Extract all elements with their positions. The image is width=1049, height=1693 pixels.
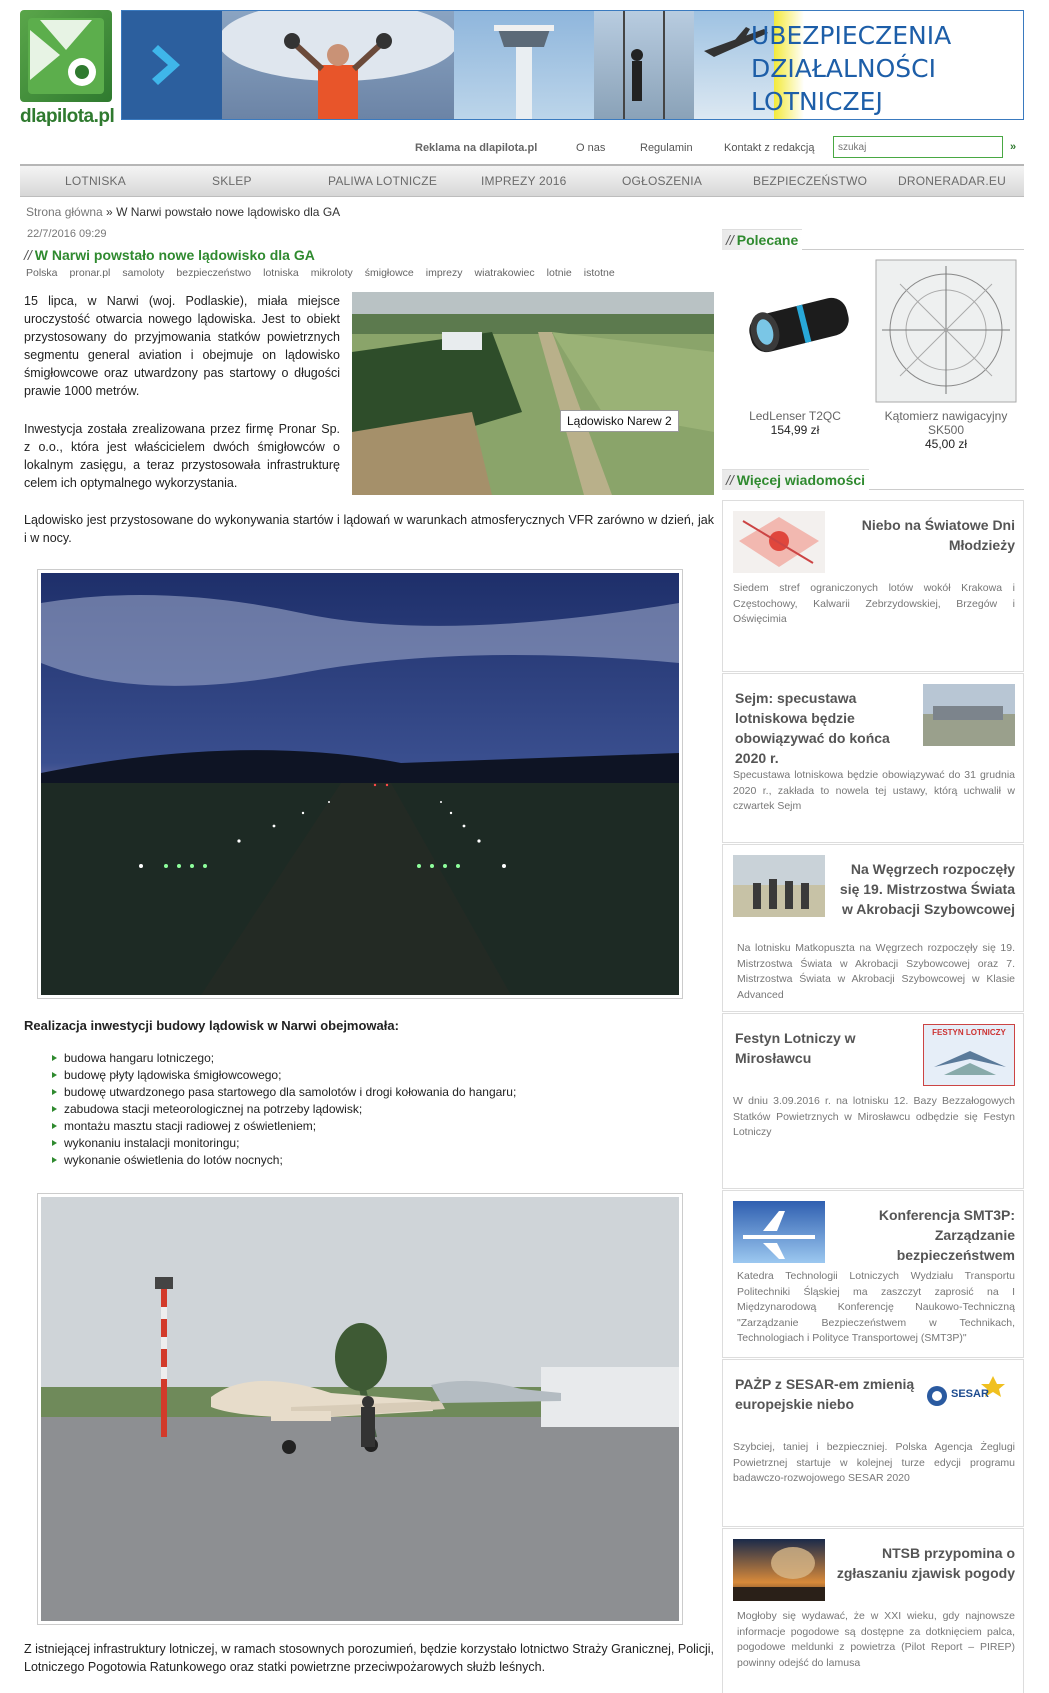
list-item: wykonaniu instalacji monitoringu;	[50, 1135, 516, 1152]
article-paragraph-2: Inwestycja została zrealizowana przez firmę Pronar Sp. z o.o., która jest właścicielem dwóch śmigłowców o lokalnym zasięgu, a teraz przystosowała infrastrukturę celem ich optymalnego wykorzystania.	[24, 422, 340, 490]
banner-line-2: DZIAŁALNOŚCI	[751, 54, 937, 83]
nav-item-sklep[interactable]: SKLEP	[212, 174, 252, 188]
news-card[interactable]	[722, 1528, 1024, 1693]
tag[interactable]: mikroloty	[310, 267, 353, 279]
news-description: Mogłoby się wydawać, że w XXI wieku, gdy najnowsze informacje pogodowe są dostępne za dotknięciem palca, pogodowe meldunki z powietrza (Pilot Report – PIREP) powinny odejść do lamusa	[737, 1610, 1015, 1669]
list-item: zabudowa stacji meteorologicznej na potrzeby lądowisk;	[50, 1101, 516, 1118]
rules-link[interactable]: Regulamin	[640, 142, 693, 154]
banner-panel-arrow	[122, 11, 222, 119]
product-name: LedLenser T2QC	[749, 409, 841, 423]
list-item: budowę płyty lądowiska śmigłowcowego;	[50, 1067, 516, 1084]
list-item: budowa hangaru lotniczego;	[50, 1050, 516, 1067]
article-date: 22/7/2016 09:29	[27, 228, 107, 240]
navigation-protractor-icon	[872, 256, 1020, 406]
tag[interactable]: samoloty	[122, 267, 165, 279]
search-go-button[interactable]: »	[1010, 141, 1017, 153]
news-card[interactable]	[722, 1359, 1024, 1527]
tag[interactable]: wiatrakowiec	[474, 267, 535, 279]
sesar-logo-text: SESAR	[951, 1388, 989, 1400]
product-price: 154,99 zł	[770, 423, 820, 437]
article-paragraph-4: Z istniejącej infrastruktury lotniczej, w ramach stosownych porozumień, będzie korzystało lotnictwo Straży Granicznej, Policji, Lotniczego Pogotowia Ratunkowego oraz statki powietrzne przeciwpożarowych służb leśnych.	[24, 1642, 714, 1674]
festyn-logo-text: FESTYN LOTNICZY	[932, 1028, 1006, 1037]
flashlight-icon	[735, 256, 855, 406]
news-thumbnail	[733, 855, 825, 917]
more-news-title	[722, 469, 869, 490]
apron-aircraft-photo	[37, 1193, 683, 1625]
airfield-aerial-photo	[352, 292, 714, 495]
news-description: Na lotnisku Matkopuszta na Węgrzech rozpoczęły się 19. Mistrzostwa Świata w Akrobacji Szybowcowej oraz 7. Mistrzostwa Świata w Akrobacji Szybowcowej w Klasie Advanced	[737, 942, 1015, 1001]
nav-item-paliwa[interactable]: PALIWA LOTNICZE	[328, 174, 438, 188]
product-price: 45,00 zł	[924, 437, 968, 451]
banner-headline	[751, 19, 1011, 118]
banner-line-1: UBEZPIECZENIA	[751, 21, 952, 50]
breadcrumb-sep: »	[102, 205, 117, 219]
night-runway-photo	[37, 569, 683, 999]
nav-item-lotniska[interactable]: LOTNISKA	[65, 174, 126, 188]
news-title[interactable]: Niebo na Światowe Dni Młodzieży	[861, 517, 1015, 553]
title-slashes: //	[24, 247, 32, 263]
news-card[interactable]	[722, 1190, 1024, 1358]
article-paragraph-3: Lądowisko jest przystosowane do wykonywania startów i lądowań w warunkach atmosferycznych VFR zarówno w dzień, jak i w nocy.	[24, 513, 714, 545]
article-title-text: W Narwi powstało nowe lądowisko dla GA	[34, 247, 315, 263]
news-title[interactable]: NTSB przypomina o zgłaszaniu zjawisk pogody	[836, 1545, 1015, 1581]
main-nav	[20, 164, 1024, 197]
tag[interactable]: śmigłowce	[364, 267, 414, 279]
logo-mark-icon	[20, 10, 112, 102]
recommended-slashes: //	[726, 232, 734, 248]
recommended-title	[722, 229, 802, 250]
nav-item-ogloszenia[interactable]: OGŁOSZENIA	[622, 174, 703, 188]
news-description: Specustawa lotniskowa będzie obowiązywać do 31 grudnia 2020 r., zakłada to nowela tej ustawy, którą uchwalił w czwartek Sejm	[733, 769, 1015, 812]
search-input[interactable]	[833, 136, 1003, 158]
news-thumbnail	[923, 684, 1015, 746]
news-thumbnail	[923, 1370, 1015, 1432]
news-thumbnail	[923, 1024, 1015, 1086]
contact-link[interactable]: Kontakt z redakcją	[724, 142, 815, 154]
article-paragraph-1: 15 lipca, w Narwi (woj. Podlaskie), miała miejsce uroczystość otwarcia nowego lądowiska. Jest to obiekt przystosowany do przyjmowania statków powietrznych segmentu general aviation i obejmuje on lądowisko śmigłowcowe oraz utwardzony pas startowy o długości prawie 1000 metrów.	[24, 294, 340, 398]
recommended-title-text: Polecane	[736, 232, 799, 248]
logo-text: dlapilota.pl	[20, 106, 115, 127]
news-thumbnail	[733, 511, 825, 573]
tag[interactable]: lotniska	[263, 267, 299, 279]
site-logo[interactable]	[20, 10, 115, 130]
insurance-banner[interactable]	[121, 10, 1024, 120]
news-title[interactable]: PAŻP z SESAR-em zmienią europejskie niebo	[735, 1376, 915, 1412]
investment-list-title: Realizacja inwestycji budowy lądowisk w Narwi obejmowała:	[24, 1018, 399, 1033]
breadcrumb-home[interactable]: Strona główna	[26, 205, 103, 219]
nav-item-imprezy[interactable]: IMPREZY 2016	[481, 174, 567, 188]
news-card[interactable]	[722, 673, 1024, 843]
product-card[interactable]	[872, 256, 1020, 451]
news-description: Szybciej, taniej i bezpieczniej. Polska Agencja Żeglugi Powietrznej startuje w kolejnej turze edycji programu badawczo-rozwojowego SESAR 2020	[733, 1441, 1015, 1484]
news-card[interactable]	[722, 500, 1024, 672]
product-card[interactable]	[735, 256, 855, 437]
investment-list	[50, 1050, 516, 1169]
photo-caption: Lądowisko Narew 2	[560, 410, 679, 432]
banner-photo-tower	[454, 11, 594, 119]
news-thumbnail	[733, 1539, 825, 1601]
tag[interactable]: pronar.pl	[69, 267, 111, 279]
news-title[interactable]: Na Węgrzech rozpoczęły się 19. Mistrzostwa Świata w Akrobacji Szybowcowej	[839, 861, 1015, 917]
list-item: budowę utwardzonego pasa startowego dla samolotów i drogi kołowania do hangaru;	[50, 1084, 516, 1101]
tag[interactable]: istotne	[583, 267, 615, 279]
article-title	[24, 247, 315, 263]
news-card[interactable]	[722, 844, 1024, 1012]
nav-item-bezpieczenstwo[interactable]: BEZPIECZEŃSTWO	[753, 174, 868, 188]
news-title[interactable]: Konferencja SMT3P: Zarządzanie bezpieczeństwem	[878, 1207, 1015, 1263]
more-news-slashes: //	[726, 472, 734, 488]
tag[interactable]: lotnie	[546, 267, 572, 279]
more-news-title-text: Więcej wiadomości	[736, 472, 866, 488]
list-item: montażu masztu stacji radiowej z oświetleniem;	[50, 1118, 516, 1135]
article-tags	[26, 267, 627, 279]
banner-line-3: LOTNICZEJ	[751, 87, 883, 116]
list-item: wykonanie oświetlenia do lotów nocnych;	[50, 1152, 516, 1169]
nav-item-droneradar[interactable]: DRONERADAR.EU	[898, 174, 1006, 188]
breadcrumb-current: W Narwi powstało nowe lądowisko dla GA	[116, 205, 341, 219]
ads-link[interactable]: Reklama na dlapilota.pl	[415, 142, 538, 154]
about-link[interactable]: O nas	[576, 142, 606, 154]
product-name: Kątomierz nawigacyjny SK500	[884, 409, 1008, 437]
news-description: W dniu 3.09.2016 r. na lotnisku 12. Bazy Bezzałogowych Statków Powietrznych w Mirosławcu odbędzie się Festyn Lotniczy	[733, 1095, 1015, 1138]
breadcrumb	[26, 205, 340, 219]
tag[interactable]: Polska	[26, 267, 58, 279]
banner-photo-marshaller	[222, 11, 454, 119]
news-title[interactable]: Festyn Lotniczy w Mirosławcu	[735, 1030, 856, 1066]
news-description: Katedra Technologii Lotniczych Wydziału Transportu Politechniki Śląskiej ma zaszczyt zaprosić na I Międzynarodową Konferencję Naukowo-Techniczną "Zarządzanie Bezpieczeństwem w Technikach, Technologiach i Polityce Transportowej (SMT3P)"	[737, 1270, 1015, 1344]
news-description: Siedem stref ograniczonych lotów wokół Krakowa i Częstochowy, Kalwarii Zebrzydowskiej, Brzegów i Oświęcimia	[733, 582, 1015, 625]
tag[interactable]: bezpieczeństwo	[176, 267, 252, 279]
news-thumbnail	[733, 1201, 825, 1263]
tag[interactable]: imprezy	[425, 267, 463, 279]
news-card[interactable]	[722, 1013, 1024, 1189]
news-title[interactable]: Sejm: specustawa lotniskowa będzie obowiązywać do końca 2020 r.	[735, 690, 890, 766]
banner-photo-window	[594, 11, 694, 119]
